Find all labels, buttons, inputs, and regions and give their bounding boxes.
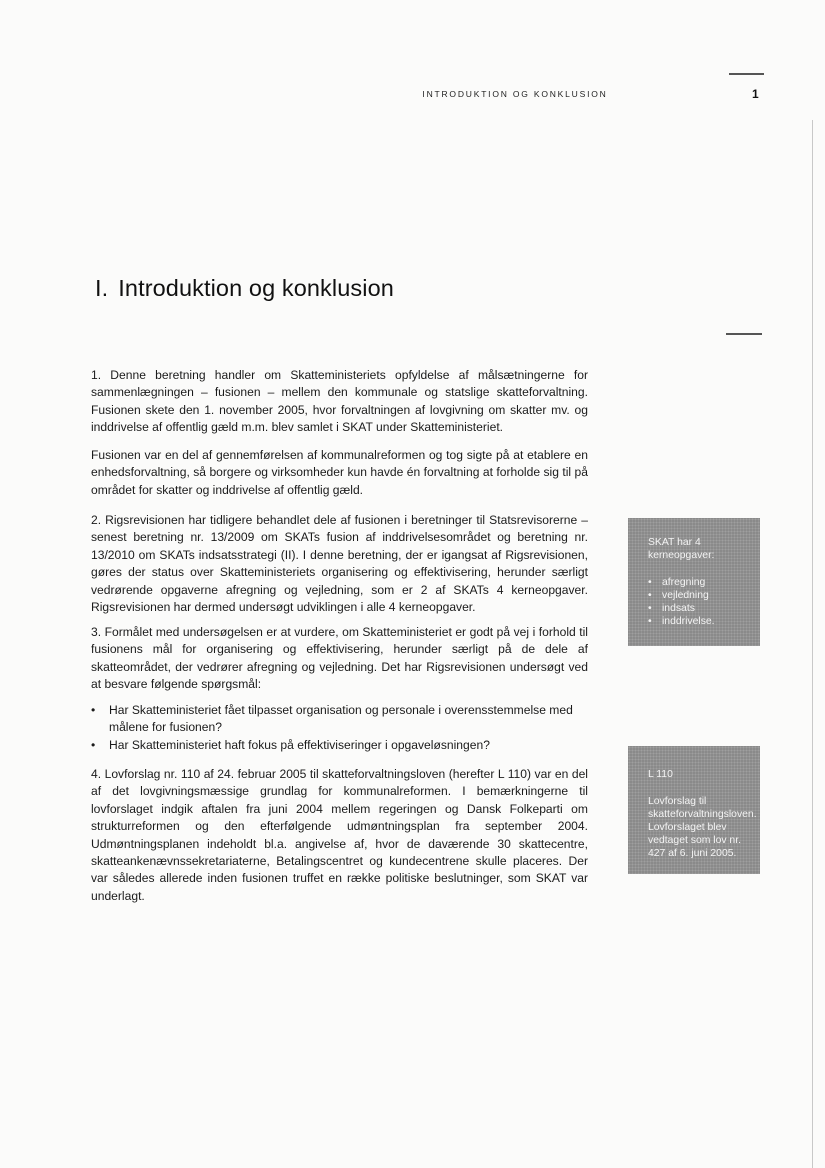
question-list: [91, 702, 588, 754]
chapter-heading: [95, 275, 394, 302]
sidebox-l110: [628, 746, 760, 874]
sidebox-title: SKAT har 4 kerneopgaver:: [648, 537, 715, 561]
header-rule: [729, 73, 764, 75]
chapter-number: I.: [95, 275, 109, 301]
chapter-title: Introduktion og konklusion: [118, 275, 394, 301]
sidebox-kerneopgaver: [628, 518, 760, 646]
sidebox-list-item: • vejledning: [648, 589, 750, 602]
sidebox-list-item: • indsats: [648, 602, 750, 615]
sidebox-list-item: • inddrivelse.: [648, 615, 750, 628]
question-item: • Har Skatteministeriet haft fokus på effektiviseringer i opgaveløsningen?: [91, 737, 588, 754]
paragraph-3: 3. Formålet med undersøgelsen er at vurdere, om Skatteministeriet er godt på vej i forhold til fusionens mål for organisering og effektivisering, herunder særligt på de dele af skatteområdet, der vedrører afregning og vejledning. Det har Rigsrevisionen undersøgt ved at besvare følgende spørgsmål:: [91, 625, 588, 692]
running-header-title: INTRODUKTION OG KONKLUSION: [422, 89, 608, 99]
paragraph-1: 1. Denne beretning handler om Skatteministeriets opfyldelse af målsætningerne for sammenlægningen – fusionen – mellem den kommunale og statslige skatteforvaltning. Fusionen skete den 1. november 2005, hvor forvaltningen af lovgivning om skatter mv. og inddrivelse af offentlig gæld m.m. blev samlet i SKAT under Skatteministeriet.: [91, 368, 588, 435]
page-number: 1: [752, 87, 759, 101]
question-item: • Har Skatteministeriet fået tilpasset organisation og personale i overensstemmelse med målene for fusionen?: [91, 702, 588, 737]
sidebox-title: L 110: [648, 769, 673, 780]
sidebox-list: [648, 576, 750, 628]
sidebox-list-item: • afregning: [648, 576, 750, 589]
sidebox-text: Lovforslag til skatteforvaltningsloven. Lovforslaget blev vedtaget som lov nr. 427 af 6. juni 2005.: [648, 796, 757, 859]
paragraph-2: 2. Rigsrevisionen har tidligere behandlet dele af fusionen i beretninger til Statsrevisorerne – senest beretning nr. 13/2009 om SKATs fusion af inddrivelsesområdet og beretning nr. 13/2010 om SKATs indsatsstrategi (II). I denne beretning, der er igangsat af Rigsrevisionen, gøres der status over Skatteministeriets organisering og effektivisering, herunder særligt vedrørende opgaverne afregning og vejledning, som er 2 af SKATs 4 kerneopgaver. Rigsrevisionen har dermed undersøgt udviklingen i alle 4 kerneopgaver.: [91, 513, 588, 615]
paragraph-4: 4. Lovforslag nr. 110 af 24. februar 2005 til skatteforvaltningsloven (herefter L 110) var en del af det lovgivningsmæssige grundlag for kommunalreformen. I bemærkningerne til lovforslaget indgik aftalen fra juni 2004 mellem regeringen og Dansk Folkeparti om strukturreformen og den efterfølgende udmøntningsplan fra september 2004. Udmøntningsplanen indeholdt bl.a. angivelse af, hvor de daværende 30 skattecentre, skatteankenævnssekretariaterne, Betalingscentret og kundecentrene skulle placeres. Der var således allerede inden fusionen truffet en række politiske beslutninger, som SKAT var underlagt.: [91, 767, 588, 903]
scan-margin-line: [812, 120, 813, 1168]
section-rule: [726, 333, 762, 335]
paragraph-1b: Fusionen var en del af gennemførelsen af kommunalreformen og tog sigte på at etablere en enhedsforvaltning, så borgere og virksomheder kun havde én forvaltning at forholde sig til på området for skatter og inddrivelse af offentlig gæld.: [91, 448, 588, 497]
